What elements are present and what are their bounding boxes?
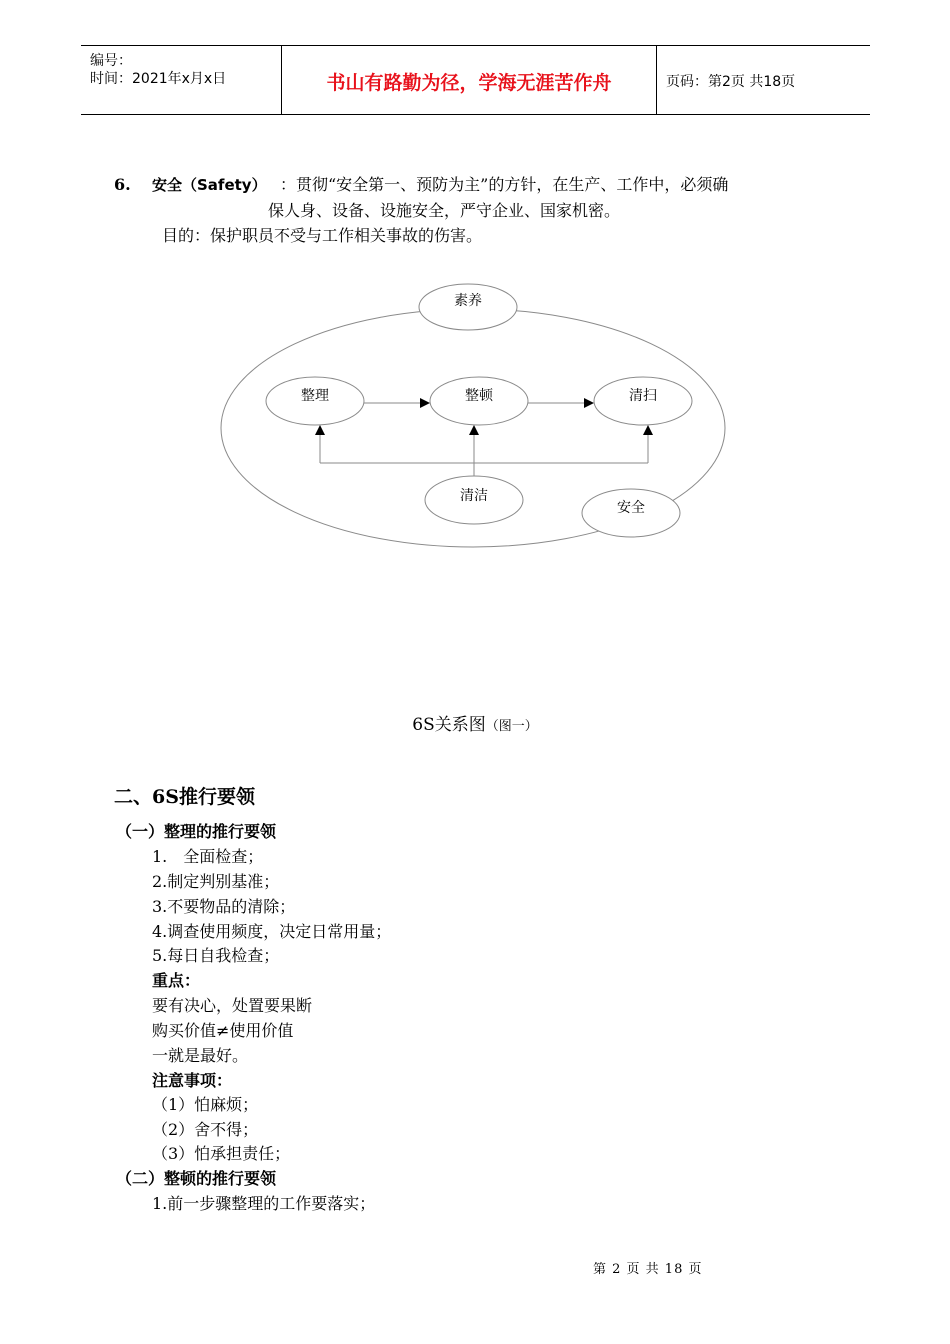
page-footer: 第 2 页 共 18 页 bbox=[593, 1262, 703, 1277]
motto-text: 书山有路勤为径，学海无涯苦作舟 bbox=[326, 72, 612, 94]
key-point-3: 一就是最好。 bbox=[152, 1046, 249, 1065]
note-3: （3）怕承担责任； bbox=[152, 1144, 291, 1163]
part1-title: （一）整理的推行要领 bbox=[116, 822, 277, 841]
node-anquan-label: 安全 bbox=[617, 500, 645, 516]
section6-title: 安全（Safety） bbox=[152, 176, 267, 194]
key-point-2: 购买价值≠使用价值 bbox=[152, 1021, 294, 1040]
part1-item-2: 2.制定判别基准； bbox=[152, 872, 280, 891]
node-suyang bbox=[419, 284, 517, 330]
6s-relationship-diagram bbox=[0, 270, 950, 570]
section6-number: 6. bbox=[114, 175, 131, 194]
node-anquan bbox=[582, 489, 680, 537]
node-qingsao bbox=[594, 377, 692, 425]
header-page-cell bbox=[656, 46, 870, 114]
page-header bbox=[81, 45, 870, 115]
figure-caption-sub: （图一） bbox=[485, 719, 538, 734]
note-2: （2）舍不得； bbox=[152, 1120, 259, 1139]
part1-item-1: 1. 全面检查； bbox=[152, 847, 264, 866]
figure-caption bbox=[0, 710, 950, 735]
header-meta-cell bbox=[81, 46, 281, 114]
part1-item-5: 5.每日自我检查； bbox=[152, 946, 280, 965]
note-1: （1）怕麻烦； bbox=[152, 1095, 259, 1114]
key-point-1: 要有决心，处置要果断 bbox=[152, 996, 313, 1015]
header-page-info: 页码：第2页 共18页 bbox=[666, 74, 796, 90]
node-qingjie bbox=[425, 476, 523, 524]
part1-item-3: 3.不要物品的清除； bbox=[152, 897, 296, 916]
figure-caption-main: 6S关系图 bbox=[412, 715, 486, 735]
node-zhengdun bbox=[430, 377, 528, 425]
section6-purpose: 目的：保护职员不受与工作相关事故的伤害。 bbox=[162, 226, 483, 245]
node-suyang-label: 素养 bbox=[454, 293, 482, 309]
node-zhengli bbox=[266, 377, 364, 425]
node-zhengli-label: 整理 bbox=[301, 388, 329, 404]
part2-item-1: 1.前一步骤整理的工作要落实； bbox=[152, 1194, 376, 1213]
node-zhengdun-label: 整顿 bbox=[465, 388, 493, 404]
document-number-label: 编号： bbox=[90, 53, 132, 69]
notes-label: 注意事项： bbox=[152, 1071, 233, 1090]
document-time-label: 时间：2021年x月x日 bbox=[90, 71, 227, 87]
section6-text-line2: 保人身、设备、设施安全，严守企业、国家机密。 bbox=[268, 201, 621, 220]
section6-text-line1: ：贯彻“安全第一、预防为主”的方针，在生产、工作中，必须确 bbox=[280, 175, 729, 194]
node-qingjie-label: 清洁 bbox=[460, 488, 488, 504]
part2-title: （二）整顿的推行要领 bbox=[116, 1169, 277, 1188]
part1-item-4: 4.调查使用频度，决定日常用量； bbox=[152, 922, 392, 941]
key-points-label: 重点： bbox=[152, 971, 201, 990]
node-qingsao-label: 清扫 bbox=[629, 388, 657, 404]
section-two-heading: 二、6S推行要领 bbox=[114, 786, 255, 808]
header-motto-cell bbox=[281, 46, 657, 114]
